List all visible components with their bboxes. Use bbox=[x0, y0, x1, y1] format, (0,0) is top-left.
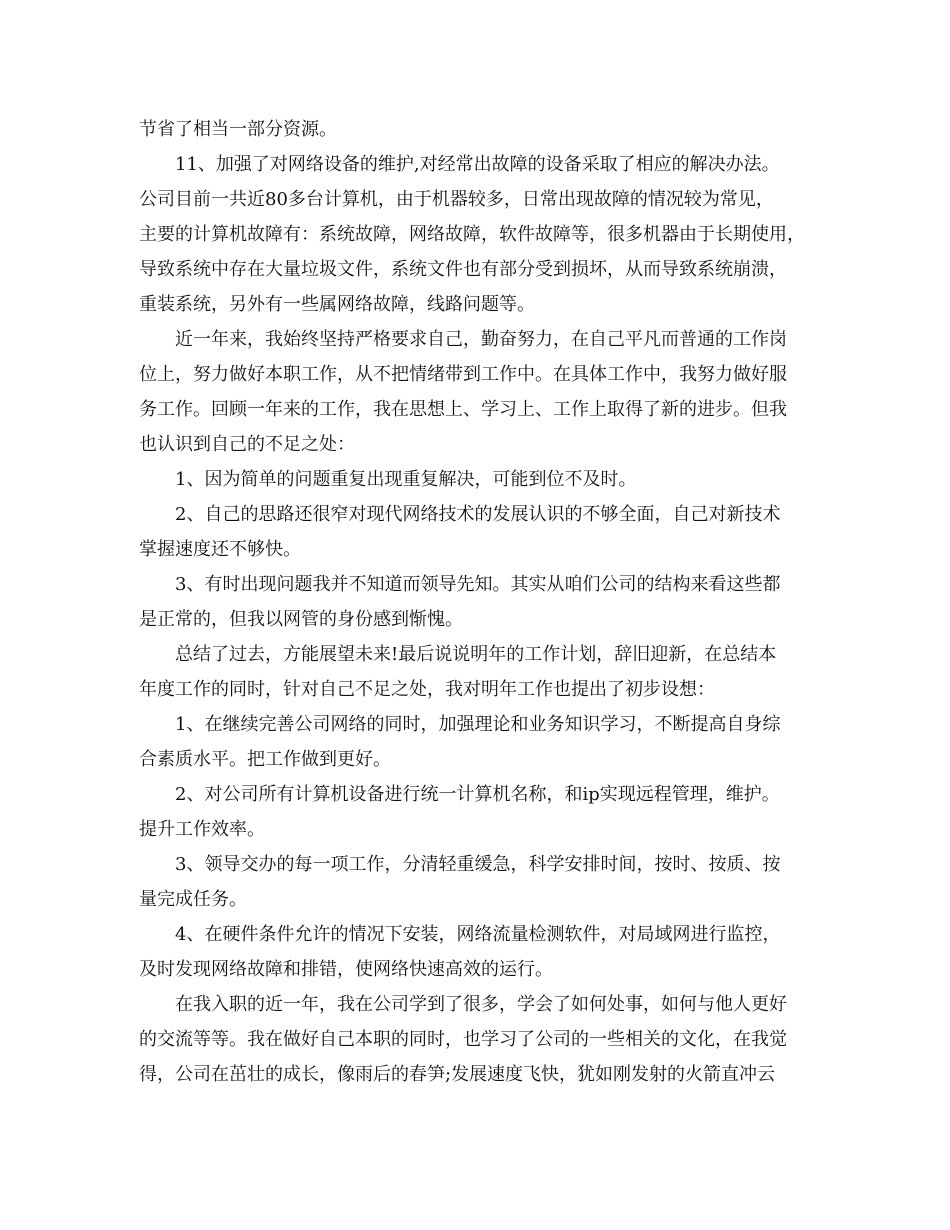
text-line: 位上，努力做好本职工作，从不把情绪带到工作中。在具体工作中，我努力做好服 bbox=[139, 364, 787, 385]
text-line: 1、在继续完善公司网络的同时，加强理论和业务知识学习，不断提高自身综 bbox=[175, 714, 781, 735]
text-line: 2、自己的思路还很窄对现代网络技术的发展认识的不够全面，自己对新技术 bbox=[175, 504, 781, 525]
text-line: 年度工作的同时，针对自己不足之处，我对明年工作也提出了初步设想： bbox=[139, 679, 715, 700]
text-line: 3、有时出现问题我并不知道而领导先知。其实从咱们公司的结构来看这些都 bbox=[175, 574, 781, 595]
text-line: 掌握速度还不够快。 bbox=[139, 539, 301, 560]
text-line: 及时发现网络故障和排错，使网络快速高效的运行。 bbox=[139, 959, 553, 980]
text-line: 务工作。回顾一年来的工作，我在思想上、学习上、工作上取得了新的进步。但我 bbox=[139, 399, 787, 420]
text-line: 主要的计算机故障有：系统故障，网络故障，软件故障等，很多机器由于长期使用， bbox=[139, 224, 805, 245]
text-line: 重装系统，另外有一些属网络故障，线路问题等。 bbox=[139, 294, 535, 315]
text-line: 是正常的，但我以网管的身份感到惭愧。 bbox=[139, 609, 463, 630]
text-line: 的交流等等。我在做好自己本职的同时，也学习了公司的一些相关的文化，在我觉 bbox=[139, 1029, 787, 1050]
text-line: 节省了相当一部分资源。 bbox=[139, 119, 337, 140]
text-line: 也认识到自己的不足之处： bbox=[139, 434, 355, 455]
text-line: 近一年来，我始终坚持严格要求自己，勤奋努力，在自己平凡而普通的工作岗 bbox=[175, 329, 787, 350]
text-line: 1、因为简单的问题重复出现重复解决，可能到位不及时。 bbox=[175, 469, 637, 490]
text-line: 提升工作效率。 bbox=[139, 819, 265, 840]
text-line: 11、加强了对网络设备的维护,对经常出故障的设备采取了相应的解决办法。 bbox=[175, 154, 780, 175]
text-line: 总结了过去，方能展望未来!最后说说明年的工作计划，辞旧迎新，在总结本 bbox=[175, 644, 777, 665]
text-line: 公司目前一共近80多台计算机，由于机器较多，日常出现故障的情况较为常见， bbox=[139, 189, 774, 210]
text-line: 得，公司在茁壮的成长，像雨后的春笋;发展速度飞快，犹如刚发射的火箭直冲云 bbox=[139, 1064, 776, 1085]
text-line: 导致系统中存在大量垃圾文件，系统文件也有部分受到损坏，从而导致系统崩溃， bbox=[139, 259, 787, 280]
text-line: 3、领导交办的每一项工作，分清轻重缓急，科学安排时间，按时、按质、按 bbox=[175, 854, 781, 875]
text-line: 量完成任务。 bbox=[139, 889, 247, 910]
text-line: 4、在硬件条件允许的情况下安装，网络流量检测软件，对局域网进行监控， bbox=[175, 924, 781, 945]
text-line: 在我入职的近一年，我在公司学到了很多，学会了如何处事，如何与他人更好 bbox=[175, 994, 787, 1015]
text-line: 2、对公司所有计算机设备进行统一计算机名称，和ip实现远程管理，维护。 bbox=[175, 784, 780, 805]
text-line: 合素质水平。把工作做到更好。 bbox=[139, 749, 391, 770]
document-body bbox=[139, 112, 819, 1092]
